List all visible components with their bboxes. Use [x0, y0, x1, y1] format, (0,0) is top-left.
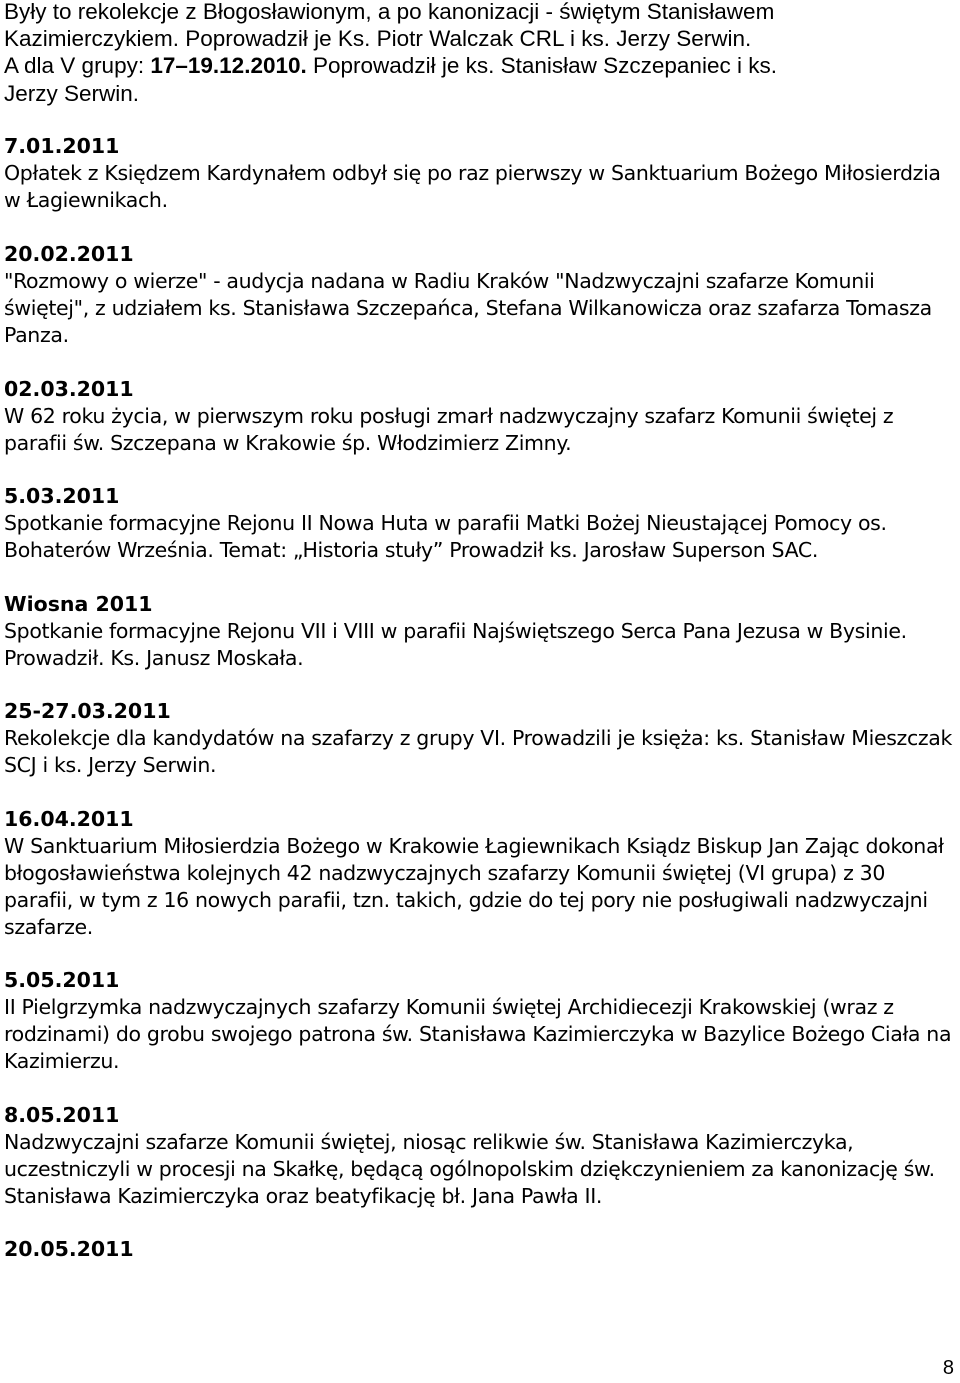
event-date: 5.05.2011 [4, 968, 120, 993]
event-text: W 62 roku życia, w pierwszym roku posługi zmarł nadzwyczajny szafarz Komunii świętej z parafii św. Szczepana w Krakowie śp. Włodzimierz Zimny. [4, 403, 894, 455]
intro-paragraph [4, 0, 954, 107]
event-text: Spotkanie formacyjne Rejonu VII i VIII w parafii Najświętszego Serca Pana Jezusa w Bysinie. Prowadził. Ks. Janusz Moskała. [4, 618, 907, 670]
event-date: 8.05.2011 [4, 1102, 120, 1127]
event-date: 5.03.2011 [4, 484, 120, 509]
event-text: Nadzwyczajni szafarze Komunii świętej, niosąc relikwie św. Stanisława Kazimierczyka, uczestniczyli w procesji na Skałkę, będącą ogólnopolskim dziękczynieniem za kanonizację św. Stanisława Kazimierczyka oraz beatyfikację bł. Jana Pawła II. [4, 1129, 935, 1208]
entry-7-01-2011 [4, 133, 954, 214]
entry-20-05-2011 [4, 1236, 954, 1263]
entry-5-03-2011 [4, 483, 954, 564]
event-text: "Rozmowy o wierze" - audycja nadana w Radiu Kraków "Nadzwyczajni szafarze Komunii świętej", z udziałem ks. Stanisława Szczepańca, Stefana Wilkanowicza oraz szafarza Tomasza Panza. [4, 268, 932, 347]
intro-text: A dla V grupy: [4, 53, 151, 79]
intro-line: Jerzy Serwin. [4, 80, 140, 106]
entry-25-27-03-2011 [4, 698, 954, 779]
entry-wiosna-2011 [4, 591, 954, 672]
event-date: 20.05.2011 [4, 1237, 134, 1262]
event-text: Spotkanie formacyjne Rejonu II Nowa Huta w parafii Matki Bożej Nieustającej Pomocy os. Bohaterów Września. Temat: „Historia stuły” Prowadził ks. Jarosław Superson SAC. [4, 511, 887, 563]
document-body [4, 0, 954, 1263]
event-date: 16.04.2011 [4, 806, 134, 831]
intro-line [4, 52, 954, 79]
entry-20-02-2011 [4, 241, 954, 349]
event-text: Rekolekcje dla kandydatów na szafarzy z grupy VI. Prowadzili je księża: ks. Stanisław Mieszczak SCJ i ks. Jerzy Serwin. [4, 726, 953, 778]
event-text: II Pielgrzymka nadzwyczajnych szafarzy Komunii świętej Archidiecezji Krakowskiej (wraz z rodzinami) do grobu swojego patrona św. Stanisława Kazimierczyka w Bazylice Bożego Ciała na Kazimierzu. [4, 995, 952, 1074]
event-date: Wiosna 2011 [4, 591, 153, 616]
event-text: Opłatek z Księdzem Kardynałem odbył się po raz pierwszy w Sanktuarium Bożego Miłosierdzia w Łagiewnikach. [4, 160, 941, 212]
intro-line: Kazimierczykiem. Poprowadził je Ks. Piotr Walczak CRL i ks. Jerzy Serwin. [4, 26, 752, 52]
intro-text: Poprowadził je ks. Stanisław Szczepaniec i ks. [306, 53, 777, 79]
entry-5-05-2011 [4, 967, 954, 1075]
entry-02-03-2011 [4, 376, 954, 457]
event-date: 7.01.2011 [4, 133, 120, 158]
page-number: 8 [942, 1357, 954, 1379]
entry-8-05-2011 [4, 1102, 954, 1210]
entry-16-04-2011 [4, 806, 954, 941]
event-date: 20.02.2011 [4, 241, 134, 266]
event-date: 02.03.2011 [4, 376, 134, 401]
event-text: W Sanktuarium Miłosierdzia Bożego w Krakowie Łagiewnikach Ksiądz Biskup Jan Zając dokonał błogosławieństwa kolejnych 42 nadzwyczajnych szafarzy Komunii świętej (VI grupa) z 30 parafii, w tym z 16 nowych parafii, tzn. takich, gdzie do tej pory nie posługiwali nadzwyczajni szafarze. [4, 833, 944, 939]
event-date: 25-27.03.2011 [4, 699, 171, 724]
intro-line: Były to rekolekcje z Błogosławionym, a po kanonizacji - świętym Stanisławem [4, 0, 775, 24]
event-date: 17–19.12.2010. [150, 53, 307, 79]
